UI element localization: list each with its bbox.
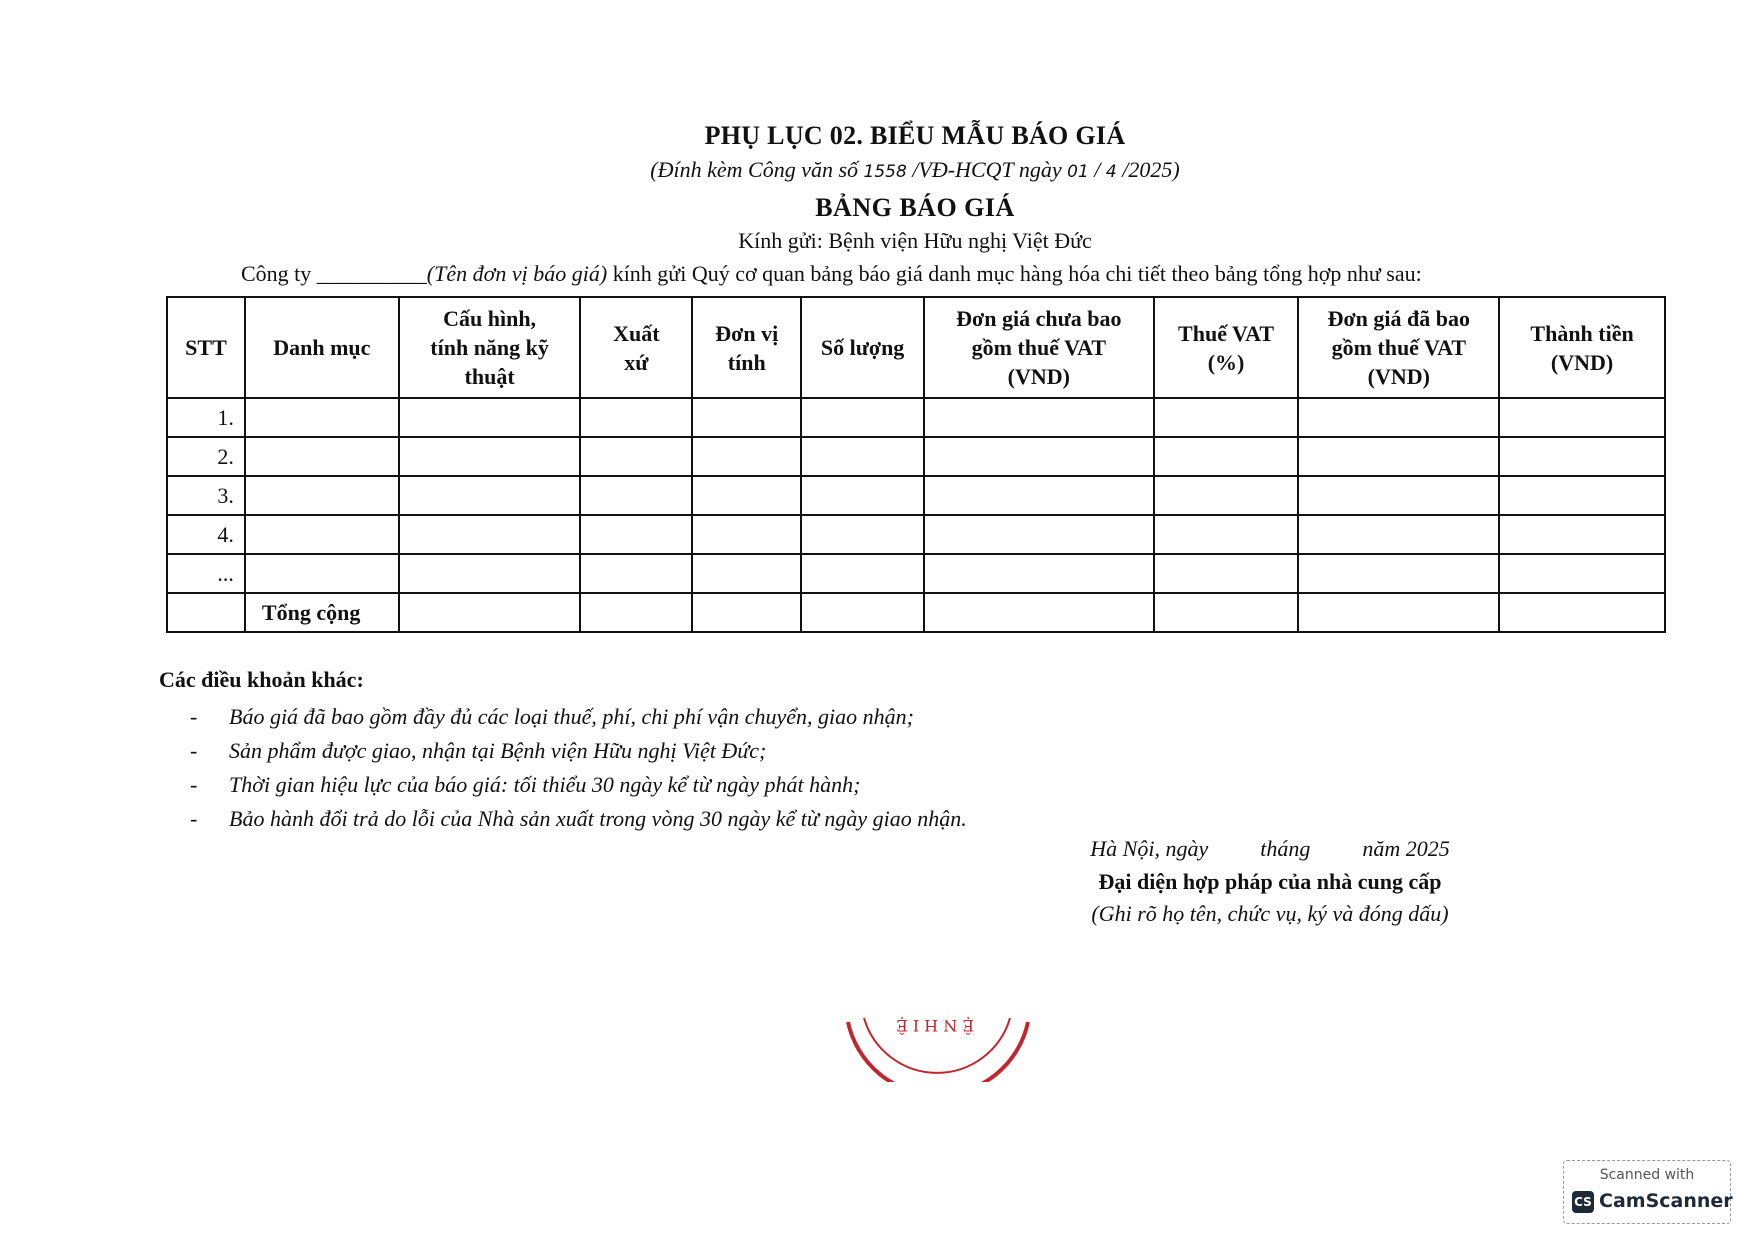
column-header-line: (VND) (1007, 364, 1070, 389)
term-bullet: - (190, 772, 198, 797)
term-bullet: - (190, 738, 198, 763)
svg-text:Ệ N H I Ệ: Ệ N H I Ệ (896, 1016, 974, 1035)
document-month: 4 (1105, 162, 1117, 182)
intro-text: kính gửi Quý cơ quan bảng báo giá danh mục hàng hóa chi tiết theo bảng tổng hợp như sau: (607, 261, 1422, 286)
table-cell (924, 593, 1154, 632)
table-cell (692, 437, 801, 476)
table-cell (1499, 593, 1665, 632)
table-cell (580, 476, 692, 515)
table-cell (1298, 515, 1499, 554)
table-cell (399, 437, 581, 476)
table-cell (580, 593, 692, 632)
table-cell (399, 593, 581, 632)
table-cell (801, 398, 924, 437)
table-cell (1154, 554, 1299, 593)
column-header (399, 297, 581, 398)
term-bullet: - (190, 806, 198, 831)
table-cell (245, 554, 399, 593)
signature-place: Hà Nội, ngày (1090, 836, 1209, 861)
table-cell (580, 398, 692, 437)
column-header-line: thuật (464, 364, 515, 389)
table-row (167, 515, 1665, 554)
table-cell (1499, 398, 1665, 437)
table-cell (1154, 398, 1299, 437)
terms-list (190, 700, 967, 836)
term-text: Sản phẩm được giao, nhận tại Bệnh viện Hữu nghị Việt Đức; (229, 738, 767, 763)
column-header-line: gồm thuế VAT (971, 335, 1107, 360)
table-cell (801, 593, 924, 632)
table-cell (245, 515, 399, 554)
term-item (190, 700, 967, 734)
table-cell (399, 476, 581, 515)
table-cell (1499, 476, 1665, 515)
column-header (692, 297, 801, 398)
camscanner-logo-icon: CS (1572, 1191, 1594, 1213)
term-bullet: - (190, 704, 198, 729)
column-header-line: tính năng kỹ (430, 335, 549, 360)
column-header (1499, 297, 1665, 398)
subtitle-middle: /VĐ-HCQT ngày (906, 157, 1068, 182)
table-cell (801, 515, 924, 554)
table-row (167, 554, 1665, 593)
table-row (167, 476, 1665, 515)
term-item (190, 768, 967, 802)
table-cell (1154, 515, 1299, 554)
table-cell (1154, 437, 1299, 476)
row-number: 1. (167, 398, 245, 437)
row-number: ... (167, 554, 245, 593)
table-cell (245, 476, 399, 515)
document-day: 01 (1067, 162, 1089, 182)
subtitle-prefix: (Đính kèm Công văn số (650, 157, 864, 182)
table-header-row (167, 297, 1665, 398)
table-cell (167, 593, 245, 632)
table-row (167, 437, 1665, 476)
table-cell (580, 554, 692, 593)
table-cell (801, 554, 924, 593)
subtitle-suffix: /2025) (1116, 157, 1180, 182)
column-header-line: Danh mục (273, 335, 371, 360)
column-header-line: (%) (1207, 349, 1245, 375)
company-placeholder: (Tên đơn vị báo giá) (426, 261, 608, 286)
table-cell (692, 593, 801, 632)
document-subtitle (0, 157, 1755, 183)
table-cell (1298, 554, 1499, 593)
column-header-line: Thành tiền (1530, 320, 1634, 346)
camscanner-watermark (1563, 1160, 1731, 1224)
table-cell (801, 476, 924, 515)
table-cell (692, 398, 801, 437)
table-cell (1154, 593, 1299, 632)
intro-line (241, 261, 1422, 287)
signature-date (1000, 836, 1540, 862)
table-cell (801, 437, 924, 476)
signature-note: (Ghi rõ họ tên, chức vụ, ký và đóng dấu) (1091, 901, 1449, 926)
table-cell (1499, 437, 1665, 476)
column-header-line: (VND) (1550, 349, 1614, 375)
table-cell (692, 515, 801, 554)
table-cell (924, 398, 1154, 437)
table-cell (399, 515, 581, 554)
subtitle-separator: / (1088, 157, 1106, 182)
table-cell (924, 476, 1154, 515)
table-cell (399, 398, 581, 437)
table-cell (692, 476, 801, 515)
column-header-line: gồm thuế VAT (1331, 335, 1467, 360)
table-cell (924, 515, 1154, 554)
document-number: 1558 (863, 162, 907, 182)
column-header-line: STT (185, 335, 227, 360)
table-cell (1154, 476, 1299, 515)
document-title: PHỤ LỤC 02. BIỂU MẪU BÁO GIÁ (704, 121, 1126, 150)
column-header-line: Đơn giá chưa bao (956, 306, 1122, 331)
column-header-line: Số lượng (820, 335, 905, 360)
table-cell (1298, 398, 1499, 437)
column-header (1298, 297, 1499, 398)
greeting-line: Kính gửi: Bệnh viện Hữu nghị Việt Đức (738, 228, 1092, 253)
watermark-brand: CamScanner (1599, 1190, 1733, 1212)
table-cell (1499, 515, 1665, 554)
column-header (924, 297, 1154, 398)
table-cell (399, 554, 581, 593)
column-header-line: Cấu hình, (443, 306, 537, 331)
company-label: Công ty (241, 261, 317, 286)
column-header (801, 297, 924, 398)
column-header (1154, 297, 1299, 398)
total-label: Tổng cộng (245, 593, 399, 632)
column-header-line: tính (727, 349, 766, 375)
column-header-line: (VND) (1367, 364, 1430, 389)
table-cell (1298, 437, 1499, 476)
row-number: 4. (167, 515, 245, 554)
table-cell (924, 554, 1154, 593)
table-cell (245, 437, 399, 476)
column-header (580, 297, 692, 398)
table-cell (1298, 476, 1499, 515)
company-blank: __________ (316, 261, 427, 286)
terms-title: Các điều khoản khác: (159, 667, 364, 692)
red-stamp-seal (838, 972, 1038, 1082)
row-number: 2. (167, 437, 245, 476)
table-cell (924, 437, 1154, 476)
table-cell (1298, 593, 1499, 632)
table-cell (245, 398, 399, 437)
row-number: 3. (167, 476, 245, 515)
signature-year: năm 2025 (1362, 836, 1450, 861)
signature-month-word: tháng (1260, 836, 1311, 861)
term-item (190, 802, 967, 836)
term-text: Báo giá đã bao gồm đầy đủ các loại thuế, phí, chi phí vận chuyển, giao nhận; (229, 704, 914, 729)
term-text: Thời gian hiệu lực của báo giá: tối thiểu 30 ngày kể từ ngày phát hành; (229, 772, 861, 797)
table-row (167, 398, 1665, 437)
term-text: Bảo hành đổi trả do lỗi của Nhà sản xuất trong vòng 30 ngày kể từ ngày giao nhận. (229, 806, 967, 831)
table-cell (692, 554, 801, 593)
section-heading: BẢNG BÁO GIÁ (815, 193, 1015, 222)
column-header-line: Đơn giá đã bao (1327, 306, 1470, 331)
signature-representative: Đại diện hợp pháp của nhà cung cấp (1098, 869, 1442, 894)
quotation-table (166, 296, 1666, 633)
column-header (167, 297, 245, 398)
column-header-line: Đơn vị (715, 320, 779, 346)
total-row (167, 593, 1665, 632)
column-header (245, 297, 399, 398)
table-cell (1499, 554, 1665, 593)
column-header-line: Thuế VAT (1178, 320, 1275, 346)
column-header-line: xứ (624, 349, 649, 375)
table-cell (580, 437, 692, 476)
watermark-caption: Scanned with (1599, 1167, 1695, 1183)
table-cell (580, 515, 692, 554)
column-header-line: Xuất (613, 320, 660, 346)
term-item (190, 734, 967, 768)
